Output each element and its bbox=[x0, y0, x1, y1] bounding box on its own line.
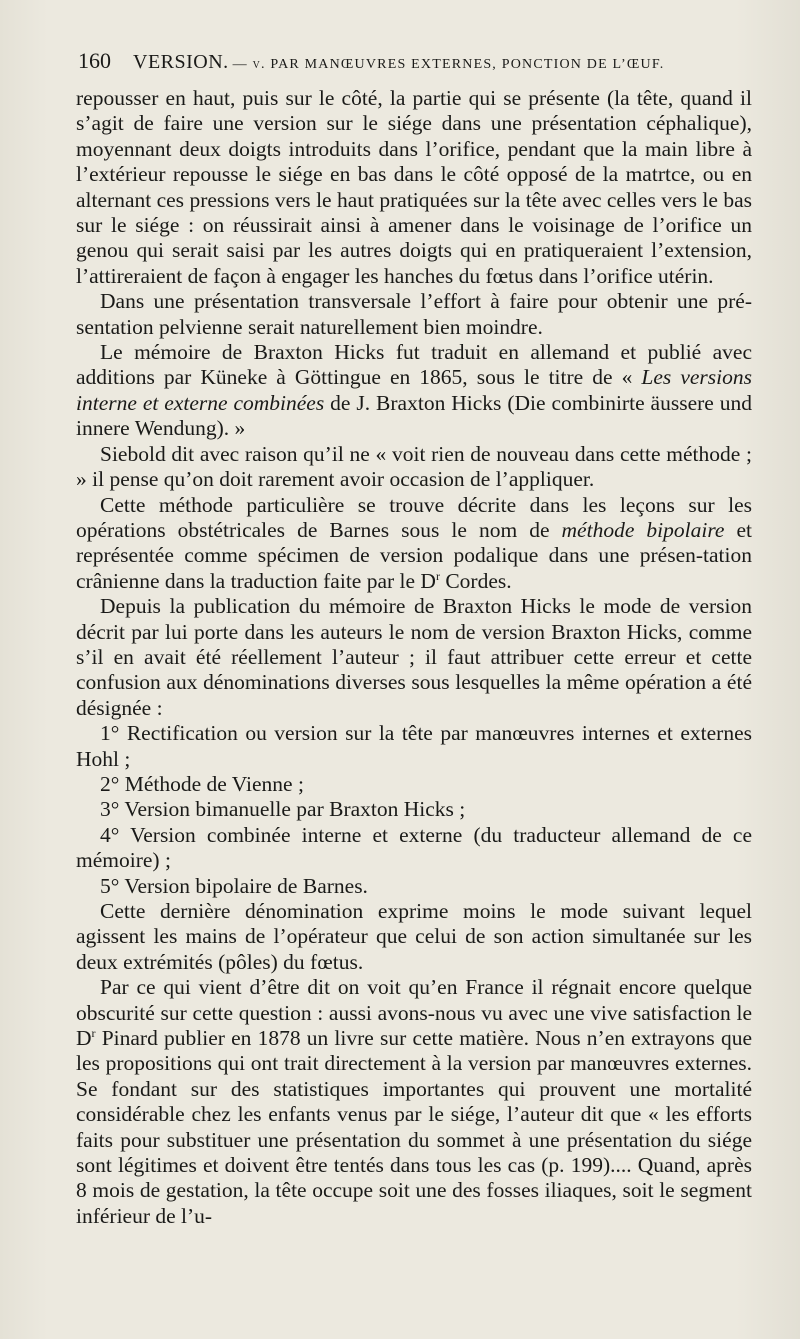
list-item: 2° Méthode de Vienne ; bbox=[100, 771, 304, 796]
paragraph bbox=[76, 340, 752, 442]
text-run: de J. Braxton Hicks (Die combinirte äussere und innere Wendung). » bbox=[76, 390, 752, 441]
superscript: r bbox=[91, 1025, 96, 1040]
text-run: Le mémoire de Braxton Hicks fut traduit en allemand et publié avec additions par Küneke à Göttingue en 1865, sous le titre de « bbox=[76, 340, 752, 390]
body-text bbox=[76, 86, 752, 1229]
running-header bbox=[78, 48, 758, 78]
list-item: 3° Version bimanuelle par Braxton Hicks ; bbox=[100, 797, 466, 822]
paragraph: Depuis la publication du mémoire de Braxton Hicks le mode de version décrit par lui porte dans les auteurs le nom de version Braxton Hicks, comme s’il en avait été réellement l’auteur ; il faut attribuer cette erreur et cette confusion aux dénominations diverses sous lesquelles la même opération a été désignée : bbox=[76, 594, 752, 720]
paragraph: Cette dernière dénomination exprime moins le mode suivant lequel agissent les mains de l’opérateur que celui de son action simultanée sur les deux extrémités (pôles) du fœtus. bbox=[76, 899, 752, 974]
superscript: r bbox=[435, 568, 440, 583]
italic-text: méthode bipolaire bbox=[561, 517, 725, 542]
text-run: Cordes. bbox=[439, 568, 512, 593]
paragraph: repousser en haut, puis sur le côté, la partie qui se présente (la tête, quand il s’agit de faire une version sur le siége dans une présentation céphalique), moyennant deux doigts introduits dans l’orifice, pendant que la main libre à l’extérieur repousse le siége en bas dans le côté opposé de la matrtce, ou en alternant ces pressions vers le haut pratiquées sur la tête avec celles vers le bas sur le siége : on réussirait ainsi à amener dans le voisinage de l’orifice un genou qui serait saisi par les autres doigts qui en pratiqueraient l’extension, l’attireraient de façon à engager les hanches du fœtus dans l’orifice utérin. bbox=[76, 86, 752, 288]
text-run: Pinard publier en 1878 un livre sur cette matière. Nous n’en extrayons que les propositions qui ont trait directement à la version par manœuvres externes. Se fondant sur des statistiques importantes qui prouvent une mortalité considérable chez les enfants venus par le siége, l’auteur dit que « les efforts faits pour substituer une présentation du sommet à une présentation du siége sont légitimes et doivent être tentés dans tous les cas (p. 199).... Quand, après 8 mois de gestation, la tête occupe soit une des fosses iliaques, soit le segment inférieur de l’u- bbox=[76, 1026, 752, 1228]
list-item: 5° Version bipolaire de Barnes. bbox=[100, 873, 368, 898]
paragraph: Dans une présentation transversale l’effort à faire pour obtenir une pré-sentation pelvienne serait naturellement bien moindre. bbox=[76, 289, 752, 339]
text-run: Par ce qui vient d’être dit on voit qu’en France il régnait encore quelque obscurité sur cette question : aussi avons-nous vu avec une vive satisfaction le D bbox=[76, 975, 752, 1051]
list-item: 4° Version combinée interne et externe (du traducteur allemand de ce mémoire) ; bbox=[76, 822, 752, 873]
paragraph bbox=[76, 493, 752, 595]
text-run: et représentée comme spécimen de version podalique dans une présen-tation crânienne dans la traduction faite par le D bbox=[76, 517, 752, 593]
running-title: VERSION. bbox=[133, 51, 229, 73]
paragraph bbox=[76, 975, 752, 1229]
running-subtitle: — v. PAR MANŒUVRES EXTERNES, PONCTION DE L’ŒUF. bbox=[232, 57, 665, 72]
paragraph: Siebold dit avec raison qu’il ne « voit rien de nouveau dans cette méthode ; » il pense qu’on doit rarement avoir occasion de l’appliquer. bbox=[76, 441, 752, 492]
page-number: 160 bbox=[78, 48, 111, 73]
italic-text: Les versions interne et externe combinées bbox=[76, 365, 753, 415]
list-item: 1° Rectification ou version sur la tête par manœuvres internes et externes Hohl ; bbox=[76, 721, 752, 771]
text-run: Cette méthode particulière se trouve décrite dans les leçons sur les opérations obstétricales de Barnes sous le nom de bbox=[76, 492, 752, 542]
